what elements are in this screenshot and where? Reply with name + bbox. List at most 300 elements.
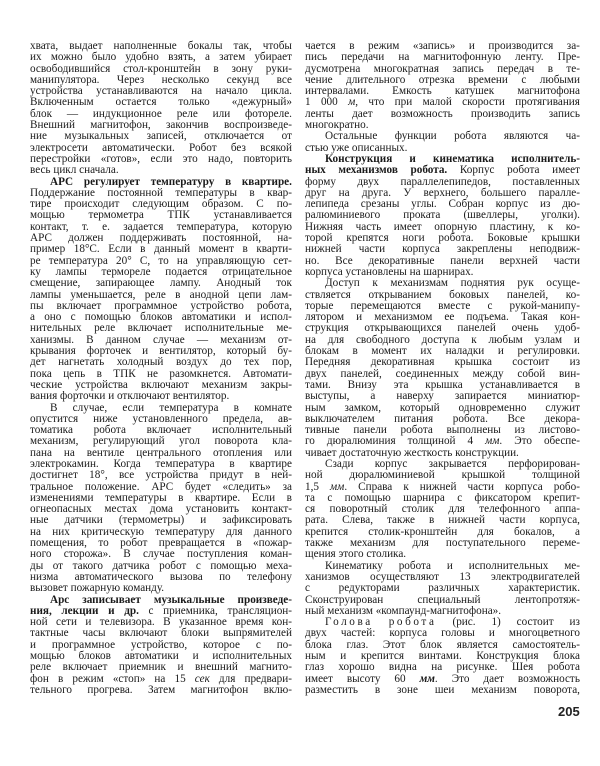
word: возможность: [390, 107, 453, 120]
word: остается: [115, 96, 157, 109]
word: записей,: [146, 130, 187, 143]
word-group: [471, 109, 531, 120]
word: удобно: [125, 51, 159, 64]
word: реле: [144, 288, 166, 301]
word: .: [499, 435, 503, 448]
word: Пре-: [557, 51, 580, 64]
word: внешний: [195, 661, 238, 674]
word: Автомати-: [242, 367, 292, 380]
word: аппа-: [554, 503, 580, 516]
word: секунд: [226, 73, 260, 86]
word: АРС: [50, 175, 74, 188]
word-group: [514, 436, 532, 447]
word: форточек: [86, 345, 132, 358]
word: происходит: [64, 198, 120, 211]
word: корпуса: [504, 480, 543, 493]
word: механизм,: [30, 435, 79, 448]
word: многократная: [373, 62, 439, 75]
word: реле: [30, 661, 52, 674]
word: одновременно: [458, 401, 527, 414]
paragraph: [305, 617, 580, 696]
word: лекции: [61, 604, 99, 617]
word: корпуса,: [539, 514, 580, 527]
word: состоит: [512, 356, 550, 369]
word: температуры: [175, 186, 238, 199]
word: автоматически.: [102, 141, 175, 154]
word: магнито-: [249, 661, 292, 674]
text-line: [305, 527, 580, 538]
text-run: стью уже описанных.: [305, 141, 408, 154]
word: постоянной,: [202, 232, 262, 245]
word: из: [539, 198, 551, 211]
word: узлам: [534, 333, 563, 346]
word: части: [553, 254, 580, 267]
word: температуру: [150, 175, 215, 188]
word: частей:: [340, 627, 376, 640]
word: Корпус: [459, 164, 495, 177]
word: произведе-: [237, 593, 292, 606]
word-group: [305, 436, 315, 447]
word: и: [573, 333, 580, 346]
word: программное: [114, 299, 178, 312]
word: мощью: [30, 209, 65, 222]
word: (термометры): [118, 514, 185, 527]
word: ханизмов: [305, 570, 350, 583]
word: Кинематику: [325, 559, 383, 572]
word: датчика: [112, 559, 150, 572]
word: коман-: [260, 548, 292, 561]
word-group: [375, 685, 380, 696]
word: которое: [203, 638, 240, 651]
word: телефонного: [479, 503, 541, 516]
word: на: [63, 446, 75, 459]
word: помощью: [84, 311, 131, 324]
word: 60: [394, 672, 406, 685]
word: на: [338, 186, 350, 199]
word: «пожар-: [253, 537, 292, 550]
word: без: [230, 141, 246, 154]
word: уменьшается,: [70, 288, 136, 301]
word: включают: [140, 378, 189, 391]
word: имеет: [552, 164, 580, 177]
word: сети: [55, 616, 77, 629]
word-group: [435, 685, 455, 696]
word: передачи: [341, 51, 385, 64]
word: закрывается: [428, 457, 487, 470]
word: испол-: [260, 311, 292, 324]
text-run: вания форточки и отключают вентилятор.: [30, 390, 230, 403]
word: разомкнется.: [169, 367, 232, 380]
word: для: [226, 525, 243, 538]
word: электросети: [30, 141, 88, 154]
word: ся: [305, 503, 316, 516]
word: прогрева.: [87, 683, 133, 696]
word: пример: [30, 243, 66, 256]
word: е.: [102, 220, 110, 233]
word: «стоп»: [112, 672, 146, 685]
word: «дежурный»: [231, 96, 292, 109]
word: термореле: [101, 265, 151, 278]
word: температура: [155, 457, 215, 470]
word: робота: [547, 661, 580, 674]
word: момент: [198, 243, 234, 256]
word: ствляется: [305, 288, 351, 301]
word: дю-: [562, 198, 580, 211]
word: чение: [305, 73, 333, 86]
word: и: [340, 650, 347, 663]
word: ку: [30, 265, 41, 278]
word: ней-: [271, 469, 292, 482]
word: замком,: [344, 401, 382, 414]
word: что: [368, 96, 385, 109]
word: угол: [179, 435, 201, 448]
word: отрицательное: [222, 265, 292, 278]
word: помещения,: [30, 537, 87, 550]
word: из: [514, 424, 525, 437]
word: или: [274, 446, 292, 459]
word: в: [213, 62, 219, 75]
word: взять,: [168, 51, 196, 64]
word: обеспе-: [543, 435, 580, 448]
word: С,: [139, 254, 151, 267]
word: механизмам: [390, 277, 449, 290]
word-group: [213, 64, 218, 75]
text-run: ный механизм «компаунд-магнитофона».: [305, 604, 502, 617]
word: вин-: [559, 367, 580, 380]
word: пись: [305, 51, 328, 64]
word-group: [471, 685, 517, 696]
word: ные: [30, 514, 49, 527]
word: 4: [467, 435, 474, 448]
word: кон-: [271, 616, 292, 629]
word: дюралюминиевой: [349, 469, 435, 482]
word: Если: [108, 243, 132, 256]
word: устанавливаются: [96, 85, 178, 98]
word: двух: [357, 175, 380, 188]
word: запирается: [454, 390, 507, 403]
word: с: [305, 582, 310, 595]
word: низма: [30, 570, 59, 583]
word: затем: [219, 51, 246, 64]
word: в: [352, 345, 358, 358]
word: вместе: [438, 299, 471, 312]
word-group: [170, 572, 203, 583]
text-line: [305, 131, 580, 142]
word: —: [66, 107, 79, 120]
word: в: [254, 469, 260, 482]
word: выключателем: [305, 412, 375, 425]
word: наверху: [396, 390, 434, 403]
word: и: [356, 311, 363, 324]
word: АРС: [151, 480, 174, 493]
word: ,: [355, 96, 358, 109]
word: с: [255, 638, 261, 651]
word: интервалами.: [305, 85, 370, 98]
word: отопления: [213, 446, 263, 459]
word: блоки: [181, 627, 210, 640]
word: панели: [450, 254, 484, 267]
word: в: [429, 514, 435, 527]
word: лентопротяж-: [514, 593, 580, 606]
word: устройства: [30, 85, 83, 98]
word-group: [264, 685, 292, 696]
word: уголки).: [541, 209, 580, 222]
word: В: [123, 548, 131, 561]
word: имеет: [305, 672, 333, 685]
word: робота: [400, 424, 433, 437]
word: открыванием: [368, 288, 432, 301]
word: двух: [305, 627, 327, 640]
word: ных: [305, 164, 326, 177]
word: в: [57, 672, 64, 685]
word: пор,: [272, 356, 292, 369]
word-group: [325, 131, 377, 142]
word: бокалов,: [513, 525, 555, 538]
word: на: [398, 51, 410, 64]
word: в: [225, 175, 232, 188]
word: кинематика: [433, 152, 494, 165]
paragraph: [30, 403, 292, 595]
word: поддерживать: [119, 232, 187, 245]
word: Доступ: [325, 277, 360, 290]
word-group: [397, 685, 418, 696]
word: поворотный: [329, 503, 388, 516]
word: части: [499, 514, 526, 527]
word: робота: [454, 130, 487, 143]
word: по-: [276, 638, 292, 651]
word: а: [370, 390, 376, 403]
word: отрезка: [418, 73, 455, 86]
word: датчики: [64, 514, 103, 527]
word: ниже: [93, 412, 118, 425]
word-group: [543, 538, 580, 549]
word: выступы,: [305, 390, 350, 403]
word: дусмотрена: [305, 62, 361, 75]
word: ного: [30, 548, 52, 561]
word: ленту.: [515, 51, 544, 64]
word: цепь: [63, 367, 86, 380]
paragraph: [30, 177, 292, 403]
word: рукой-манипу-: [509, 299, 580, 312]
word: запирающее: [95, 277, 155, 290]
word: устройства: [75, 378, 128, 391]
word: «готов»,: [100, 152, 141, 165]
word: регулирующий: [92, 435, 165, 448]
word: рата.: [305, 514, 329, 527]
word: механизмом: [374, 311, 433, 324]
word: Все: [507, 412, 525, 425]
word-group: [183, 154, 198, 165]
word: квартире.: [194, 491, 241, 504]
word-group: [554, 256, 580, 267]
word: в: [140, 243, 146, 256]
word: до: [220, 356, 232, 369]
word: превращается: [158, 537, 225, 550]
word: друг: [305, 186, 327, 199]
word: пана: [30, 446, 52, 459]
word: —: [196, 333, 208, 346]
word: следующим: [132, 198, 189, 211]
word: ее: [444, 311, 455, 324]
word: видна: [388, 661, 417, 674]
word: дома: [149, 503, 173, 516]
word: Остальные: [325, 130, 378, 143]
word: местах: [104, 503, 138, 516]
word: собой: [517, 367, 546, 380]
word: воздух: [175, 356, 208, 369]
word: закончив: [165, 119, 209, 132]
word: шарнира: [403, 491, 445, 504]
word: по: [219, 570, 231, 583]
word: для: [477, 525, 494, 538]
word: температура: [159, 401, 219, 414]
word: панелей: [457, 322, 496, 335]
word: магнитофонную: [423, 51, 501, 64]
word-group: [549, 109, 580, 120]
word: верхней: [499, 254, 538, 267]
word: освободившийся: [30, 62, 111, 75]
word: крышкой: [461, 469, 506, 482]
word: часы: [82, 627, 106, 640]
text-run: корпуса установлены на шарнирах.: [305, 265, 474, 278]
word: случае,: [72, 401, 108, 414]
word: температура: [48, 254, 108, 267]
word: наполненные: [113, 40, 177, 52]
word: и: [142, 345, 149, 358]
word: устанавливается: [213, 209, 292, 222]
word: ме-: [564, 559, 580, 572]
word: закреплены: [456, 243, 513, 256]
word: друга.: [361, 186, 391, 199]
word: специальный: [417, 593, 481, 606]
word: характеристик.: [508, 582, 580, 595]
word: ние: [30, 130, 47, 143]
word: если: [150, 152, 173, 165]
word-group: [305, 685, 358, 696]
word: их: [420, 345, 432, 358]
word: механизм: [201, 378, 248, 391]
paragraph: [305, 154, 580, 278]
word: свободного: [355, 333, 410, 346]
word: робо-: [553, 480, 580, 493]
paragraph: [305, 459, 580, 561]
word: было: [91, 51, 117, 64]
word: столик-кронштейн: [368, 525, 458, 538]
word: крепит-: [543, 491, 580, 504]
word: индукционное: [92, 107, 162, 120]
word: в: [178, 491, 184, 504]
word: В: [163, 616, 171, 629]
word: Емкость: [392, 85, 432, 98]
word: и: [409, 152, 416, 165]
word: ралюминиевого: [305, 209, 381, 222]
word: 1,5: [305, 480, 319, 493]
word: эта: [393, 378, 409, 391]
word: ния,: [30, 604, 52, 617]
word: различных: [428, 582, 480, 595]
word: но.: [305, 254, 320, 267]
word: огнеопасных: [30, 503, 92, 516]
word: Нижняя: [305, 220, 344, 233]
word: чтобы: [262, 40, 292, 52]
word: «запись»: [412, 40, 456, 52]
word: робота.: [410, 164, 448, 177]
word: в: [233, 401, 239, 414]
word: и: [192, 650, 199, 663]
word: тактные: [30, 627, 69, 640]
word-group: [87, 685, 132, 696]
page-number: 205: [558, 704, 580, 719]
word: та: [305, 491, 315, 504]
word: в: [286, 491, 292, 504]
word: на: [191, 85, 203, 98]
paragraph: [305, 278, 580, 459]
word: режим: [72, 672, 104, 685]
word: исполнительные: [184, 322, 264, 335]
word: от-: [277, 333, 292, 346]
word: толщиной: [532, 469, 580, 482]
word: 13: [459, 570, 471, 583]
word: на: [154, 672, 166, 685]
paragraph: [30, 41, 292, 177]
word: случае: [143, 548, 175, 561]
word: то: [158, 254, 169, 267]
word: т.: [81, 220, 89, 233]
word: можно: [50, 51, 83, 64]
word: имеет: [393, 220, 422, 233]
word: поднятия: [460, 277, 505, 290]
word: перестройки: [30, 152, 91, 165]
word: ной: [305, 469, 323, 482]
word: автоматики: [124, 650, 179, 663]
word-group: [148, 685, 175, 696]
word: большего: [480, 186, 527, 199]
word: тельного: [30, 683, 73, 696]
word: ноги: [402, 232, 425, 245]
word: цикла.: [261, 85, 292, 98]
word: блока: [553, 650, 580, 663]
text-column-right: [305, 41, 580, 696]
word: Конструкция: [325, 152, 393, 165]
word: из: [569, 356, 580, 369]
word: тивные: [305, 424, 340, 437]
word-group: [534, 685, 580, 696]
word: Внешний: [30, 119, 75, 132]
word: Сконструирован: [305, 593, 384, 606]
word: го: [305, 435, 315, 448]
word: к: [372, 277, 378, 290]
word: томатика: [30, 424, 73, 437]
word: наладки: [445, 345, 485, 358]
word-group: [30, 685, 72, 696]
word: устанавливается: [479, 378, 558, 391]
word: рисунке.: [456, 661, 498, 674]
word-group: [444, 312, 454, 323]
word: устройство: [190, 299, 244, 312]
word: время: [235, 616, 264, 629]
word: скорости: [462, 96, 505, 109]
word: включает: [146, 424, 192, 437]
word: бу-: [277, 345, 292, 358]
word: корпус: [374, 457, 408, 470]
text-line: [305, 436, 580, 447]
word: данный: [153, 243, 191, 256]
word: к: [403, 480, 409, 493]
word: должен: [68, 232, 104, 245]
word: блок: [30, 107, 53, 120]
word-group: [327, 436, 396, 447]
word: за: [282, 480, 292, 493]
